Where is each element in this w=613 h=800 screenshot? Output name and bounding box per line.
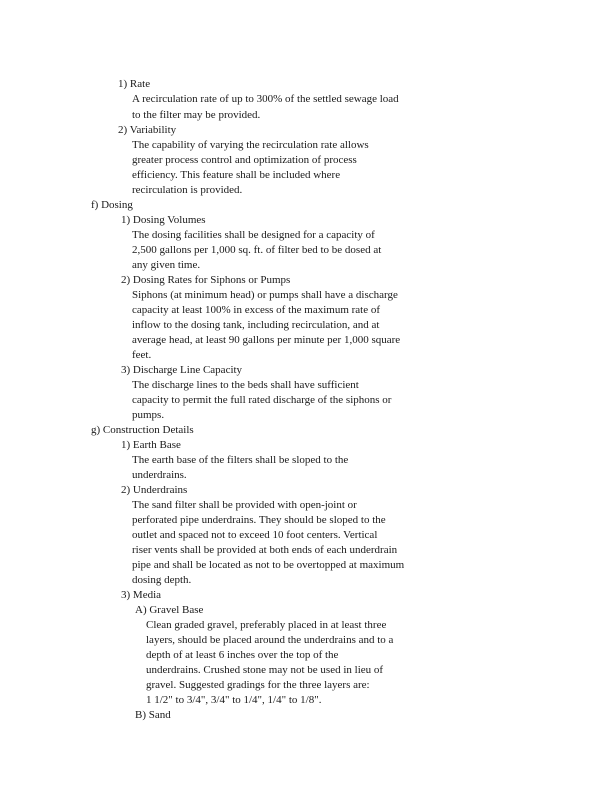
heading-discharge-line: 3) Discharge Line Capacity <box>121 364 243 376</box>
heading-underdrains: 2) Underdrains <box>121 484 188 496</box>
body-line: The discharge lines to the beds shall have sufficient <box>132 379 359 391</box>
body-line: Clean graded gravel, preferably placed in at least three <box>146 619 387 631</box>
heading-gravel-base: A) Gravel Base <box>135 604 204 616</box>
body-line: The sand filter shall be provided with open-joint or <box>132 499 357 511</box>
heading-variability: 2) Variability <box>118 124 177 136</box>
body-line: outlet and spaced not to exceed 10 foot centers. Vertical <box>132 529 378 541</box>
body-line: recirculation is provided. <box>132 184 243 196</box>
body-line: capacity to permit the full rated discharge of the siphons or <box>132 394 392 406</box>
body-line: perforated pipe underdrains. They should be sloped to the <box>132 514 386 526</box>
heading-sand: B) Sand <box>135 709 171 721</box>
body-line: 1 1/2" to 3/4", 3/4" to 1/4", 1/4" to 1/8". <box>146 694 322 706</box>
body-line: The capability of varying the recirculation rate allows <box>132 139 369 151</box>
heading-dosing-volumes: 1) Dosing Volumes <box>121 214 206 226</box>
body-line: 2,500 gallons per 1,000 sq. ft. of filter bed to be dosed at <box>132 244 382 256</box>
body-line: The dosing facilities shall be designed for a capacity of <box>132 229 375 241</box>
body-line: A recirculation rate of up to 300% of the settled sewage load <box>132 93 399 105</box>
body-line: pipe and shall be located as not to be overtopped at maximum <box>132 559 405 571</box>
body-line: to the filter may be provided. <box>132 109 261 121</box>
heading-earth-base: 1) Earth Base <box>121 439 181 451</box>
body-line: greater process control and optimization of process <box>132 154 357 166</box>
section-heading-dosing: f) Dosing <box>91 199 133 211</box>
body-line: riser vents shall be provided at both ends of each underdrain <box>132 544 398 556</box>
body-line: underdrains. <box>132 469 187 481</box>
body-line: pumps. <box>132 409 165 421</box>
heading-media: 3) Media <box>121 589 162 601</box>
body-line: average head, at least 90 gallons per minute per 1,000 square <box>132 334 401 346</box>
body-line: underdrains. Crushed stone may not be used in lieu of <box>146 664 384 676</box>
body-line: layers, should be placed around the underdrains and to a <box>146 634 394 646</box>
heading-rate: 1) Rate <box>118 78 151 90</box>
body-line: The earth base of the filters shall be sloped to the <box>132 454 349 466</box>
body-line: inflow to the dosing tank, including recirculation, and at <box>132 319 380 331</box>
body-line: dosing depth. <box>132 574 192 586</box>
section-heading-construction: g) Construction Details <box>91 424 194 436</box>
body-line: Siphons (at minimum head) or pumps shall have a discharge <box>132 289 398 301</box>
body-line: capacity at least 100% in excess of the maximum rate of <box>132 304 381 316</box>
body-line: any given time. <box>132 259 201 271</box>
body-line: efficiency. This feature shall be included where <box>132 169 341 181</box>
heading-dosing-rates: 2) Dosing Rates for Siphons or Pumps <box>121 274 291 286</box>
body-line: gravel. Suggested gradings for the three layers are: <box>146 679 370 691</box>
body-line: depth of at least 6 inches over the top of the <box>146 649 339 661</box>
body-line: feet. <box>132 349 152 361</box>
